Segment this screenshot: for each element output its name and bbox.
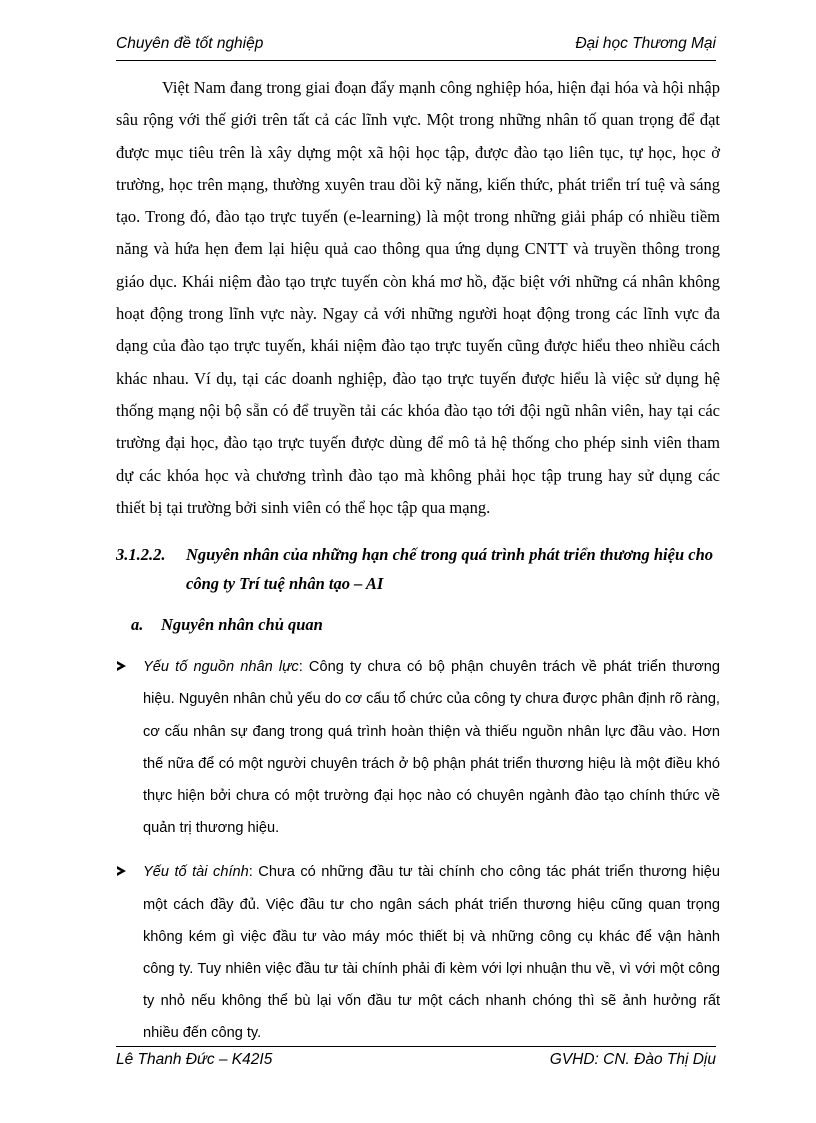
arrowhead-bullet-icon <box>117 866 126 876</box>
section-heading <box>116 540 720 598</box>
intro-paragraph: Việt Nam đang trong giai đoạn đẩy mạnh công nghiệp hóa, hiện đại hóa và hội nhập sâu rộng với thế giới trên tất cả các lĩnh vực. Một trong những nhân tố quan trọng để đạt được mục tiêu trên là xây dựng một xã hội học tập, được đào tạo liên tục, tự học, học ở trường, học trên mạng, thường xuyên trau dồi kỹ năng, kiến thức, phát triển trí tuệ và sáng tạo. Trong đó, đào tạo trực tuyến (e-learning) là một trong những giải pháp có nhiều tiềm năng và hứa hẹn đem lại hiệu quả cao thông qua ứng dụng CNTT và truyền thông trong giáo dục. Khái niệm đào tạo trực tuyến còn khá mơ hồ, đặc biệt với những cá nhân không hoạt động trong lĩnh vực này. Ngay cả với những người hoạt động trong các lĩnh vực đa dạng của đào tạo trực tuyến, khái niệm đào tạo trực tuyến cũng được hiểu theo nhiều cách khác nhau. Ví dụ, tại các doanh nghiệp, đào tạo trực tuyến được hiểu là việc sử dụng hệ thống mạng nội bộ sẵn có để truyền tải các khóa đào tạo tới đội ngũ nhân viên, hay tại các trường đại học, đào tạo trực tuyến được dùng để mô tả hệ thống cho phép sinh viên tham dự các khóa học và chương trình đào tạo mà không phải học tập trung hay sử dụng các thiết bị tại trường bởi sinh viên có thể học tập qua mạng. <box>116 78 720 517</box>
bullet-body: : Chưa có những đầu tư tài chính cho công tác phát triển thương hiệu một cách đầy đủ. Việc đầu tư cho ngân sách phát triển thương hiệu cũng quan trọng không kém gì việc đầu tư vào máy móc thiết bị và những công cụ khác để vận hành công ty. Tuy nhiên việc đầu tư tài chính phải đi kèm với lợi nhuận thu về, vì với một công ty nhỏ nếu không thể bù lại vốn đầu tư một cách nhanh chóng thì sẽ ảnh hưởng rất nhiều đến công ty. <box>143 864 720 1042</box>
page-footer <box>116 1046 716 1075</box>
bullet-lead: Yếu tố tài chính <box>143 864 249 881</box>
page-content <box>116 72 720 1050</box>
footer-supervisor: GVHD: CN. Đào Thị Dịu <box>549 1051 716 1068</box>
bullet-body: : Công ty chưa có bộ phận chuyên trách về phát triển thương hiệu. Nguyên nhân chủ yếu do cơ cấu tổ chức của công ty chưa được phân định rõ ràng, cơ cấu nhân sự đang trong quá trình hoàn thiện và thiếu nguồn nhân lực đầu vào. Hơn thế nữa để có một người chuyên trách ở bộ phận phát triển thương hiệu là một điều khó thực hiện bởi chưa có một trường đại học nào có chuyên ngành đào tạo chính thức về quản trị thương hiệu. <box>143 659 720 837</box>
header-document-type: Chuyên đề tốt nghiệp <box>116 35 264 52</box>
footer-author: Lê Thanh Đức – K42I5 <box>116 1051 273 1068</box>
bullet-text <box>143 856 720 1049</box>
section-title: Nguyên nhân của những hạn chế trong quá trình phát triển thương hiệu cho công ty Trí tuệ nhân tạo – AI <box>186 545 714 594</box>
bullet-text <box>143 651 720 844</box>
subsection-title: Nguyên nhân chủ quan <box>161 615 323 635</box>
subsection-heading <box>131 610 720 639</box>
bullet-lead: Yếu tố nguồn nhân lực <box>143 659 299 676</box>
section-number: 3.1.2.2. <box>116 545 166 565</box>
arrowhead-bullet-icon <box>117 661 126 671</box>
bullet-item-finance <box>116 856 720 1049</box>
header-university: Đại học Thương Mại <box>575 35 716 52</box>
bullet-item-human-resources <box>116 651 720 844</box>
subsection-letter: a. <box>131 615 144 635</box>
page-header <box>116 32 716 61</box>
